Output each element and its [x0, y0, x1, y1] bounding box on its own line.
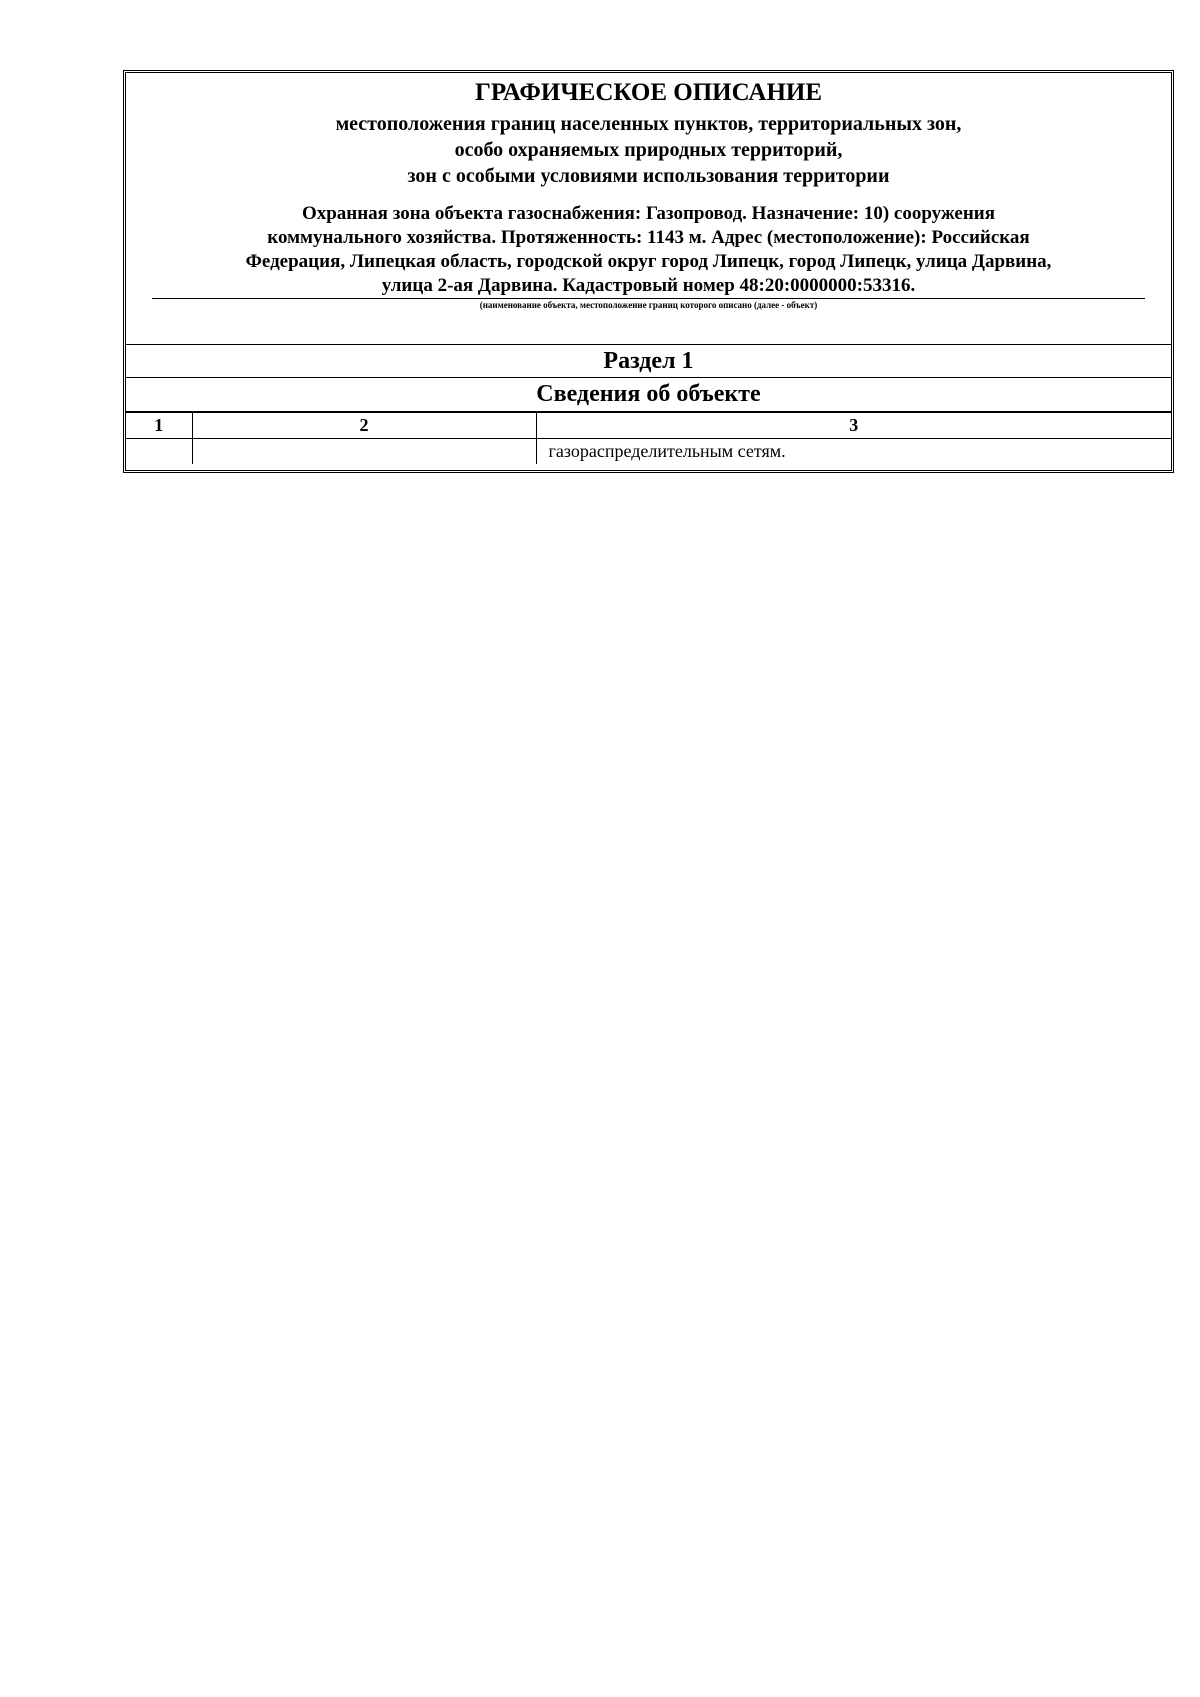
subtitle-line: зон с особыми условиями использования территории [407, 165, 890, 187]
object-description-line: Федерация, Липецкая область, городской округ город Липецк, город Липецк, улица Дарвина, [245, 251, 1052, 272]
column-header: 2 [192, 412, 536, 439]
table-cell [126, 439, 192, 465]
object-description-line: коммунального хозяйства. Протяженность: 1143 м. Адрес (местоположение): Российская [267, 227, 1030, 248]
subtitle-block [126, 111, 1171, 189]
document-title: ГРАФИЧЕСКОЕ ОПИСАНИЕ [474, 79, 823, 106]
column-header: 3 [536, 412, 1171, 439]
object-info-table [126, 411, 1171, 464]
section-name: Сведения об объекте [536, 381, 761, 407]
table-row [126, 439, 1171, 465]
object-caption: (наименование объекта, местоположение границ которого описано (далее - объект) [479, 300, 818, 310]
document-header [126, 73, 1171, 345]
column-header: 1 [126, 412, 192, 439]
subtitle-line: местоположения границ населенных пунктов, территориальных зон, [335, 113, 962, 135]
table-header-row [126, 412, 1171, 439]
object-description-line: Охранная зона объекта газоснабжения: Газопровод. Назначение: 10) сооружения [301, 203, 996, 224]
subtitle-line: особо охраняемых природных территорий, [454, 139, 843, 161]
table-cell [192, 439, 536, 465]
object-description-block [152, 202, 1145, 299]
table-cell: газораспределительным сетям. [536, 439, 1171, 465]
section-number: Раздел 1 [126, 345, 1171, 378]
object-description-line: улица 2-ая Дарвина. Кадастровый номер 48:20:0000000:53316. [381, 275, 916, 296]
document-frame [123, 70, 1174, 473]
